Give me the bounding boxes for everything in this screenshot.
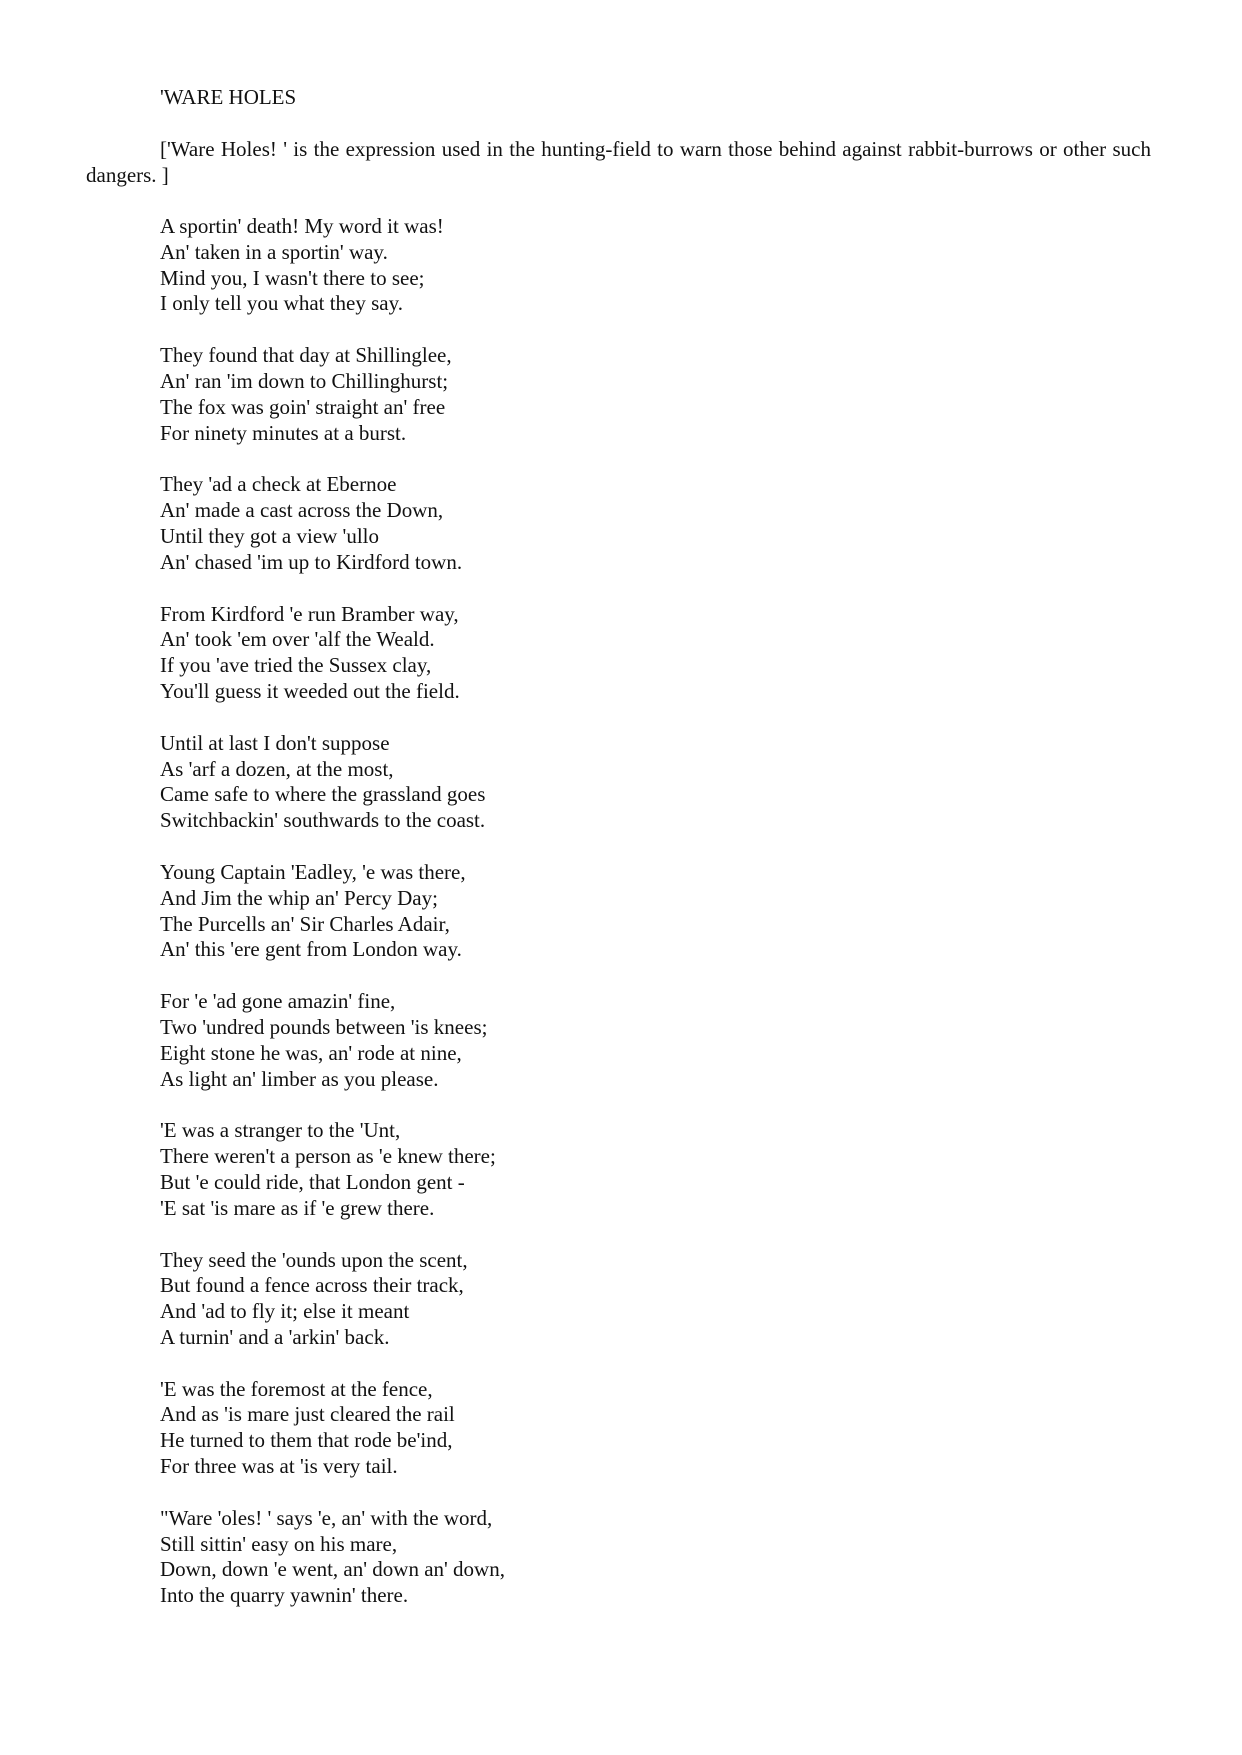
poem-line: Young Captain 'Eadley, 'e was there,: [160, 859, 466, 884]
stanza: [160, 1377, 860, 1480]
poem-line: As 'arf a dozen, at the most,: [160, 756, 394, 781]
poem-line: They 'ad a check at Ebernoe: [160, 472, 397, 497]
poem-title: 'WARE HOLES: [160, 85, 297, 109]
stanza: [160, 1118, 860, 1221]
stanza: [160, 860, 860, 963]
poem-line: An' ran 'im down to Chillinghurst;: [160, 368, 449, 393]
poem-line: But 'e could ride, that London gent -: [160, 1169, 465, 1194]
poem-line: And 'ad to fly it; else it meant: [160, 1299, 410, 1324]
poem-line: You'll guess it weeded out the field.: [160, 678, 460, 703]
poem-line: 'E was the foremost at the fence,: [160, 1376, 433, 1401]
poem-line: For three was at 'is very tail.: [160, 1454, 398, 1479]
poem-line: 'E was a stranger to the 'Unt,: [160, 1118, 401, 1143]
poem-line: An' this 'ere gent from London way.: [160, 937, 462, 962]
poem-line: Mind you, I wasn't there to see;: [160, 265, 425, 290]
poem-line: Still sittin' easy on his mare,: [160, 1531, 398, 1556]
stanza: [160, 989, 860, 1092]
poem-line: An' took 'em over 'alf the Weald.: [160, 627, 435, 652]
poem-line: Switchbackin' southwards to the coast.: [160, 808, 486, 833]
poem-line: A turnin' and a 'arkin' back.: [160, 1324, 390, 1349]
poem-line: And Jim the whip an' Percy Day;: [160, 885, 438, 910]
poem-line: For 'e 'ad gone amazin' fine,: [160, 989, 396, 1014]
poem-line: The Purcells an' Sir Charles Adair,: [160, 911, 450, 936]
poem-line: From Kirdford 'e run Bramber way,: [160, 601, 459, 626]
poem-line: An' taken in a sportin' way.: [160, 239, 388, 264]
poem-line: A sportin' death! My word it was!: [160, 214, 444, 238]
poem-line: He turned to them that rode be'ind,: [160, 1428, 453, 1453]
poem-line: But found a fence across their track,: [160, 1273, 464, 1298]
stanza: [160, 343, 860, 446]
poem-line: Into the quarry yawnin' there.: [160, 1583, 409, 1608]
poem-line: Down, down 'e went, an' down an' down,: [160, 1557, 505, 1582]
poem-line: An' made a cast across the Down,: [160, 498, 444, 523]
poem-line: The fox was goin' straight an' free: [160, 394, 446, 419]
stanza: [160, 1506, 860, 1609]
poem-line: Until at last I don't suppose: [160, 730, 390, 755]
poem-line: Came safe to where the grassland goes: [160, 782, 486, 807]
poem-line: As light an' limber as you please.: [160, 1066, 439, 1091]
poem-line: If you 'ave tried the Sussex clay,: [160, 653, 432, 678]
poem-line: And as 'is mare just cleared the rail: [160, 1402, 455, 1427]
poem-line: Two 'undred pounds between 'is knees;: [160, 1014, 488, 1039]
poem-line: There weren't a person as 'e knew there;: [160, 1144, 496, 1169]
poem-line: For ninety minutes at a burst.: [160, 420, 407, 445]
stanza: [160, 731, 860, 834]
poem-body: [160, 214, 860, 1635]
poem-intro-note: ['Ware Holes! ' is the expression used in the hunting-field to warn those behind against rabbit-burrows or other such dangers. ]: [86, 137, 1151, 187]
poem-line: 'E sat 'is mare as if 'e grew there.: [160, 1195, 435, 1220]
poem-line: Eight stone he was, an' rode at nine,: [160, 1040, 462, 1065]
poem-line: They seed the 'ounds upon the scent,: [160, 1247, 468, 1272]
poem-line: "Ware 'oles! ' says 'e, an' with the word,: [160, 1505, 493, 1530]
stanza: [160, 214, 860, 317]
stanza: [160, 602, 860, 705]
stanza: [160, 472, 860, 575]
poem-line: Until they got a view 'ullo: [160, 523, 380, 548]
poem-line: An' chased 'im up to Kirdford town.: [160, 549, 463, 574]
poem-line: They found that day at Shillinglee,: [160, 343, 452, 368]
stanza: [160, 1248, 860, 1351]
poem-line: I only tell you what they say.: [160, 291, 404, 316]
